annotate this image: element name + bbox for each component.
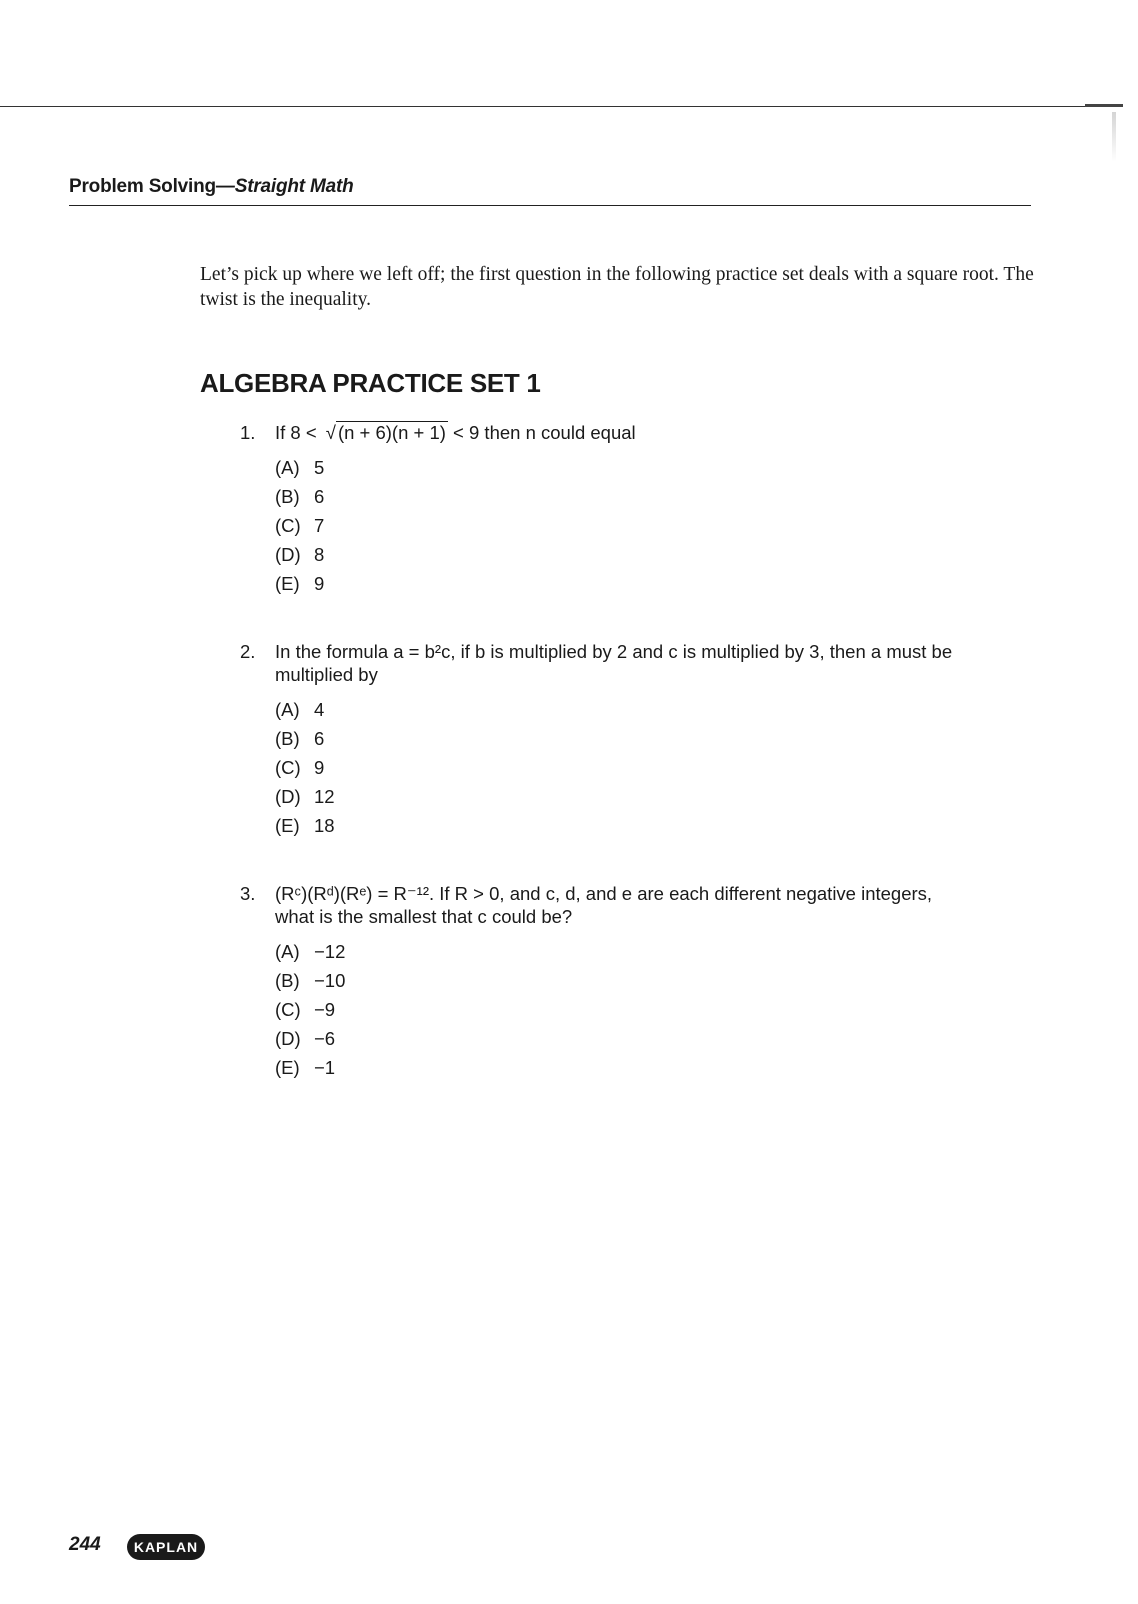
square-root-expression: √ (n + 6)(n + 1): [325, 422, 446, 443]
choice-value: 6: [314, 486, 325, 507]
choice-value: −9: [314, 999, 336, 1020]
choice-letter: (C): [275, 999, 301, 1020]
choice-value: 5: [314, 457, 325, 478]
answer-choice[interactable]: [275, 543, 324, 572]
choice-value: 9: [314, 757, 325, 778]
answer-choice[interactable]: [275, 1056, 345, 1085]
choice-letter: (B): [275, 970, 300, 991]
answer-choice[interactable]: [275, 456, 324, 485]
choice-letter: (E): [275, 573, 300, 594]
intro-paragraph: Let’s pick up where we left off; the first question in the following practice set deals with a square root. The twist is the inequality.: [200, 264, 1034, 310]
question-number: 3.: [240, 883, 256, 904]
choice-value: 6: [314, 728, 325, 749]
answer-choice[interactable]: [275, 756, 335, 785]
answer-choice[interactable]: [275, 1027, 345, 1056]
running-head-section: Problem Solving—: [69, 176, 235, 197]
question-stem: (Rᶜ)(Rᵈ)(Rᵉ) = R⁻¹². If R > 0, and c, d, and e are each different negative integers, what is the smallest that c could be?: [275, 883, 933, 927]
choice-letter: (A): [275, 941, 300, 962]
answer-choice[interactable]: [275, 698, 335, 727]
running-head: [69, 176, 354, 198]
choice-letter: (D): [275, 544, 301, 565]
choice-value: −6: [314, 1028, 336, 1049]
answer-choice[interactable]: [275, 969, 345, 998]
stem-prefix: If 8 <: [275, 422, 322, 443]
choice-value: 18: [314, 815, 335, 836]
answer-choices: [275, 940, 345, 1085]
answer-choice[interactable]: [275, 514, 324, 543]
choice-value: 12: [314, 786, 335, 807]
choice-value: −10: [314, 970, 346, 991]
choice-letter: (E): [275, 815, 300, 836]
answer-choice[interactable]: [275, 727, 335, 756]
answer-choices: [275, 698, 335, 843]
radicand: (n + 6)(n + 1): [337, 422, 446, 443]
top-rule-end: [1085, 104, 1123, 107]
kaplan-logo: KAPLAN: [127, 1534, 205, 1560]
question-stem: In the formula a = b²c, if b is multiplied by 2 and c is multiplied by 3, then a must be multiplied by: [275, 641, 953, 685]
answer-choice[interactable]: [275, 940, 345, 969]
choice-letter: (B): [275, 728, 300, 749]
choice-letter: (C): [275, 515, 301, 536]
choice-letter: (B): [275, 486, 300, 507]
choice-letter: (A): [275, 699, 300, 720]
question-number: 2.: [240, 641, 256, 662]
choice-letter: (D): [275, 1028, 301, 1049]
running-head-subsection: Straight Math: [234, 176, 354, 197]
choice-value: −1: [314, 1057, 336, 1078]
choice-value: −12: [314, 941, 346, 962]
answer-choice[interactable]: [275, 785, 335, 814]
answer-choice[interactable]: [275, 814, 335, 843]
choice-letter: (C): [275, 757, 301, 778]
choice-value: 7: [314, 515, 325, 536]
page-number: 244: [69, 1534, 101, 1555]
question-number: 1.: [240, 422, 256, 443]
choice-value: 8: [314, 544, 325, 565]
top-rule: [0, 106, 1120, 107]
choice-letter: (D): [275, 786, 301, 807]
question-stem: [275, 421, 955, 444]
stem-suffix: < 9 then n could equal: [447, 422, 636, 443]
choice-value: 4: [314, 699, 325, 720]
choice-value: 9: [314, 573, 325, 594]
answer-choices: [275, 456, 324, 601]
answer-choice[interactable]: [275, 485, 324, 514]
set-title: ALGEBRA PRACTICE SET 1: [200, 368, 541, 398]
choice-letter: (A): [275, 457, 300, 478]
answer-choice[interactable]: [275, 572, 324, 601]
scan-edge-mark: [1112, 112, 1116, 162]
header-rule: [69, 205, 1031, 206]
choice-letter: (E): [275, 1057, 300, 1078]
answer-choice[interactable]: [275, 998, 345, 1027]
